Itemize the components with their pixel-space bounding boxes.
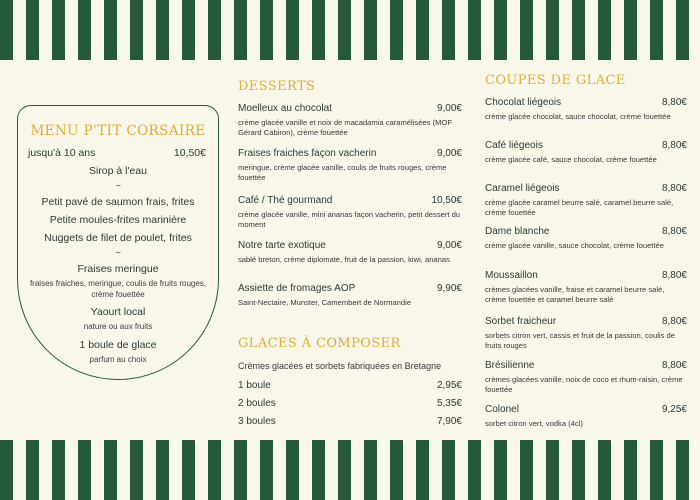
kids-menu-separator: ~ xyxy=(115,181,121,192)
kids-menu-main-1: Petit pavé de saumon frais, frites xyxy=(41,196,195,208)
kids-menu-main-2: Petite moules-frites marinière xyxy=(49,214,187,226)
dessert-desc: Saint-Nectaire, Munster, Camembert de Normandie xyxy=(238,298,412,307)
coupe-name: Sorbet fraicheur xyxy=(485,316,557,327)
coupe-desc: crèmes glacées vanille, noix de coco et rhum-raisin, crème fouettée xyxy=(485,375,683,394)
coupes-title: COUPES DE GLACE xyxy=(485,73,626,88)
dessert-price: 10,50€ xyxy=(431,195,462,206)
scoop-option xyxy=(238,416,462,427)
scoop-option xyxy=(238,398,462,409)
kids-menu-price: 10,50€ xyxy=(173,147,206,159)
dessert-desc: meringue, crème glacée vanille, coulis de fruits rouges, crème fouettée xyxy=(238,163,447,182)
coupe-desc: crème glacée vanille, sauce chocolat, crème fouettée xyxy=(485,241,664,250)
top-stripe-band xyxy=(0,0,700,60)
kids-menu-drink: Sirop à l'eau xyxy=(88,165,148,177)
coupe-price: 9,25€ xyxy=(661,404,687,415)
coupe-item xyxy=(485,183,687,218)
dessert-item xyxy=(238,103,462,138)
kids-menu-dessert-2-desc: nature ou aux fruits xyxy=(83,322,153,331)
coupe-price: 8,80€ xyxy=(661,97,687,108)
kids-menu-main-3: Nuggets de filet de poulet, frites xyxy=(44,232,192,244)
coupe-name: Dame blanche xyxy=(485,226,550,237)
coupe-name: Colonel xyxy=(485,404,519,415)
coupe-desc: crème glacée chocolat, sauce chocolat, crème fouettée xyxy=(485,112,671,121)
kids-menu-dessert-1-name: Fraises meringue xyxy=(77,263,159,275)
coupe-desc: sorbet citron vert, vodka (4cl) xyxy=(485,419,583,428)
desserts-title: DESSERTS xyxy=(238,79,316,94)
dessert-item xyxy=(238,240,462,265)
coupe-item xyxy=(485,404,687,429)
dessert-item xyxy=(238,283,462,308)
kids-menu-dessert-3-name: 1 boule de glace xyxy=(79,339,157,351)
kids-menu-age-label: jusqu'à 10 ans xyxy=(28,147,96,159)
coupe-desc: crème glacée caramel beurre salé, caramel beurre salé, crème fouettée xyxy=(485,198,674,217)
coupe-name: Chocolat liégeois xyxy=(485,97,562,108)
coupe-price: 8,80€ xyxy=(661,270,687,281)
dessert-item xyxy=(238,148,462,183)
kids-menu-title: MENU P'TIT CORSAIRE xyxy=(30,123,206,139)
scoop-label: 2 boules xyxy=(238,398,276,409)
coupe-item xyxy=(485,140,687,165)
scoop-label: 3 boules xyxy=(238,416,276,427)
coupe-name: Moussaillon xyxy=(485,270,538,281)
coupe-name: Café liégeois xyxy=(485,140,543,151)
coupe-name: Brésilienne xyxy=(485,360,535,371)
coupe-desc: sorbets citron vert, cassis et fruit de la passion, coulis de fruits rouges xyxy=(485,331,675,350)
dessert-desc: crème glacée vanille et noix de macadamia caramélisées (MOF Gérard Cabiron), crème fouettée xyxy=(238,118,452,137)
kids-menu-dessert-3-desc: parfum au choix xyxy=(89,355,147,364)
coupe-price: 8,80€ xyxy=(661,360,687,371)
scoop-price: 5,35€ xyxy=(436,398,462,409)
scoop-label: 1 boule xyxy=(238,380,271,391)
dessert-name: Moelleux au chocolat xyxy=(238,103,332,114)
dessert-name: Notre tarte exotique xyxy=(238,240,326,251)
dessert-price: 9,00€ xyxy=(436,240,462,251)
coupe-item xyxy=(485,226,687,251)
scoop-option xyxy=(238,380,462,391)
dessert-name: Fraises fraiches façon vacherin xyxy=(238,148,377,159)
coupe-item xyxy=(485,360,687,395)
coupe-price: 8,80€ xyxy=(661,183,687,194)
coupe-item xyxy=(485,97,687,122)
coupe-item xyxy=(485,316,687,351)
kids-menu-age-row xyxy=(28,147,206,159)
coupe-desc: crème glacée café, sauce chocolat, crème fouettée xyxy=(485,155,657,164)
scoop-price: 2,95€ xyxy=(436,380,462,391)
bottom-stripe-band xyxy=(0,440,700,500)
dessert-desc: crème glacée vanille, mini ananas façon vacherin, petit dessert du moment xyxy=(238,210,461,229)
coupe-price: 8,80€ xyxy=(661,140,687,151)
dessert-name: Assiette de fromages AOP xyxy=(238,283,356,294)
coupe-price: 8,80€ xyxy=(661,226,687,237)
dessert-desc: sablé breton, crème diplomate, fruit de la passion, kiwi, ananas xyxy=(238,255,450,264)
kids-menu-separator: ~ xyxy=(115,248,121,259)
kids-menu-dessert-2-name: Yaourt local xyxy=(90,306,146,318)
dessert-price: 9,00€ xyxy=(436,103,462,114)
coupe-price: 8,80€ xyxy=(661,316,687,327)
coupe-desc: crèmes glacées vanille, fraise et caramel beurre salé, crème fouettée et caramel beurre salé xyxy=(485,285,665,304)
dessert-price: 9,00€ xyxy=(436,148,462,159)
kids-menu-dessert-1-desc: fraises fraiches, meringue, coulis de fruits rouges, crème fouettée xyxy=(29,279,207,299)
scoop-price: 7,90€ xyxy=(436,416,462,427)
dessert-price: 9,90€ xyxy=(436,283,462,294)
coupe-item xyxy=(485,270,687,305)
dessert-name: Café / Thé gourmand xyxy=(238,195,333,206)
glaces-title: GLACES À COMPOSER xyxy=(238,336,401,351)
dessert-item xyxy=(238,195,462,230)
coupe-name: Caramel liégeois xyxy=(485,183,560,194)
glaces-intro: Crèmes glacées et sorbets fabriquées en Bretagne xyxy=(238,361,442,371)
kids-menu-panel xyxy=(17,105,219,380)
